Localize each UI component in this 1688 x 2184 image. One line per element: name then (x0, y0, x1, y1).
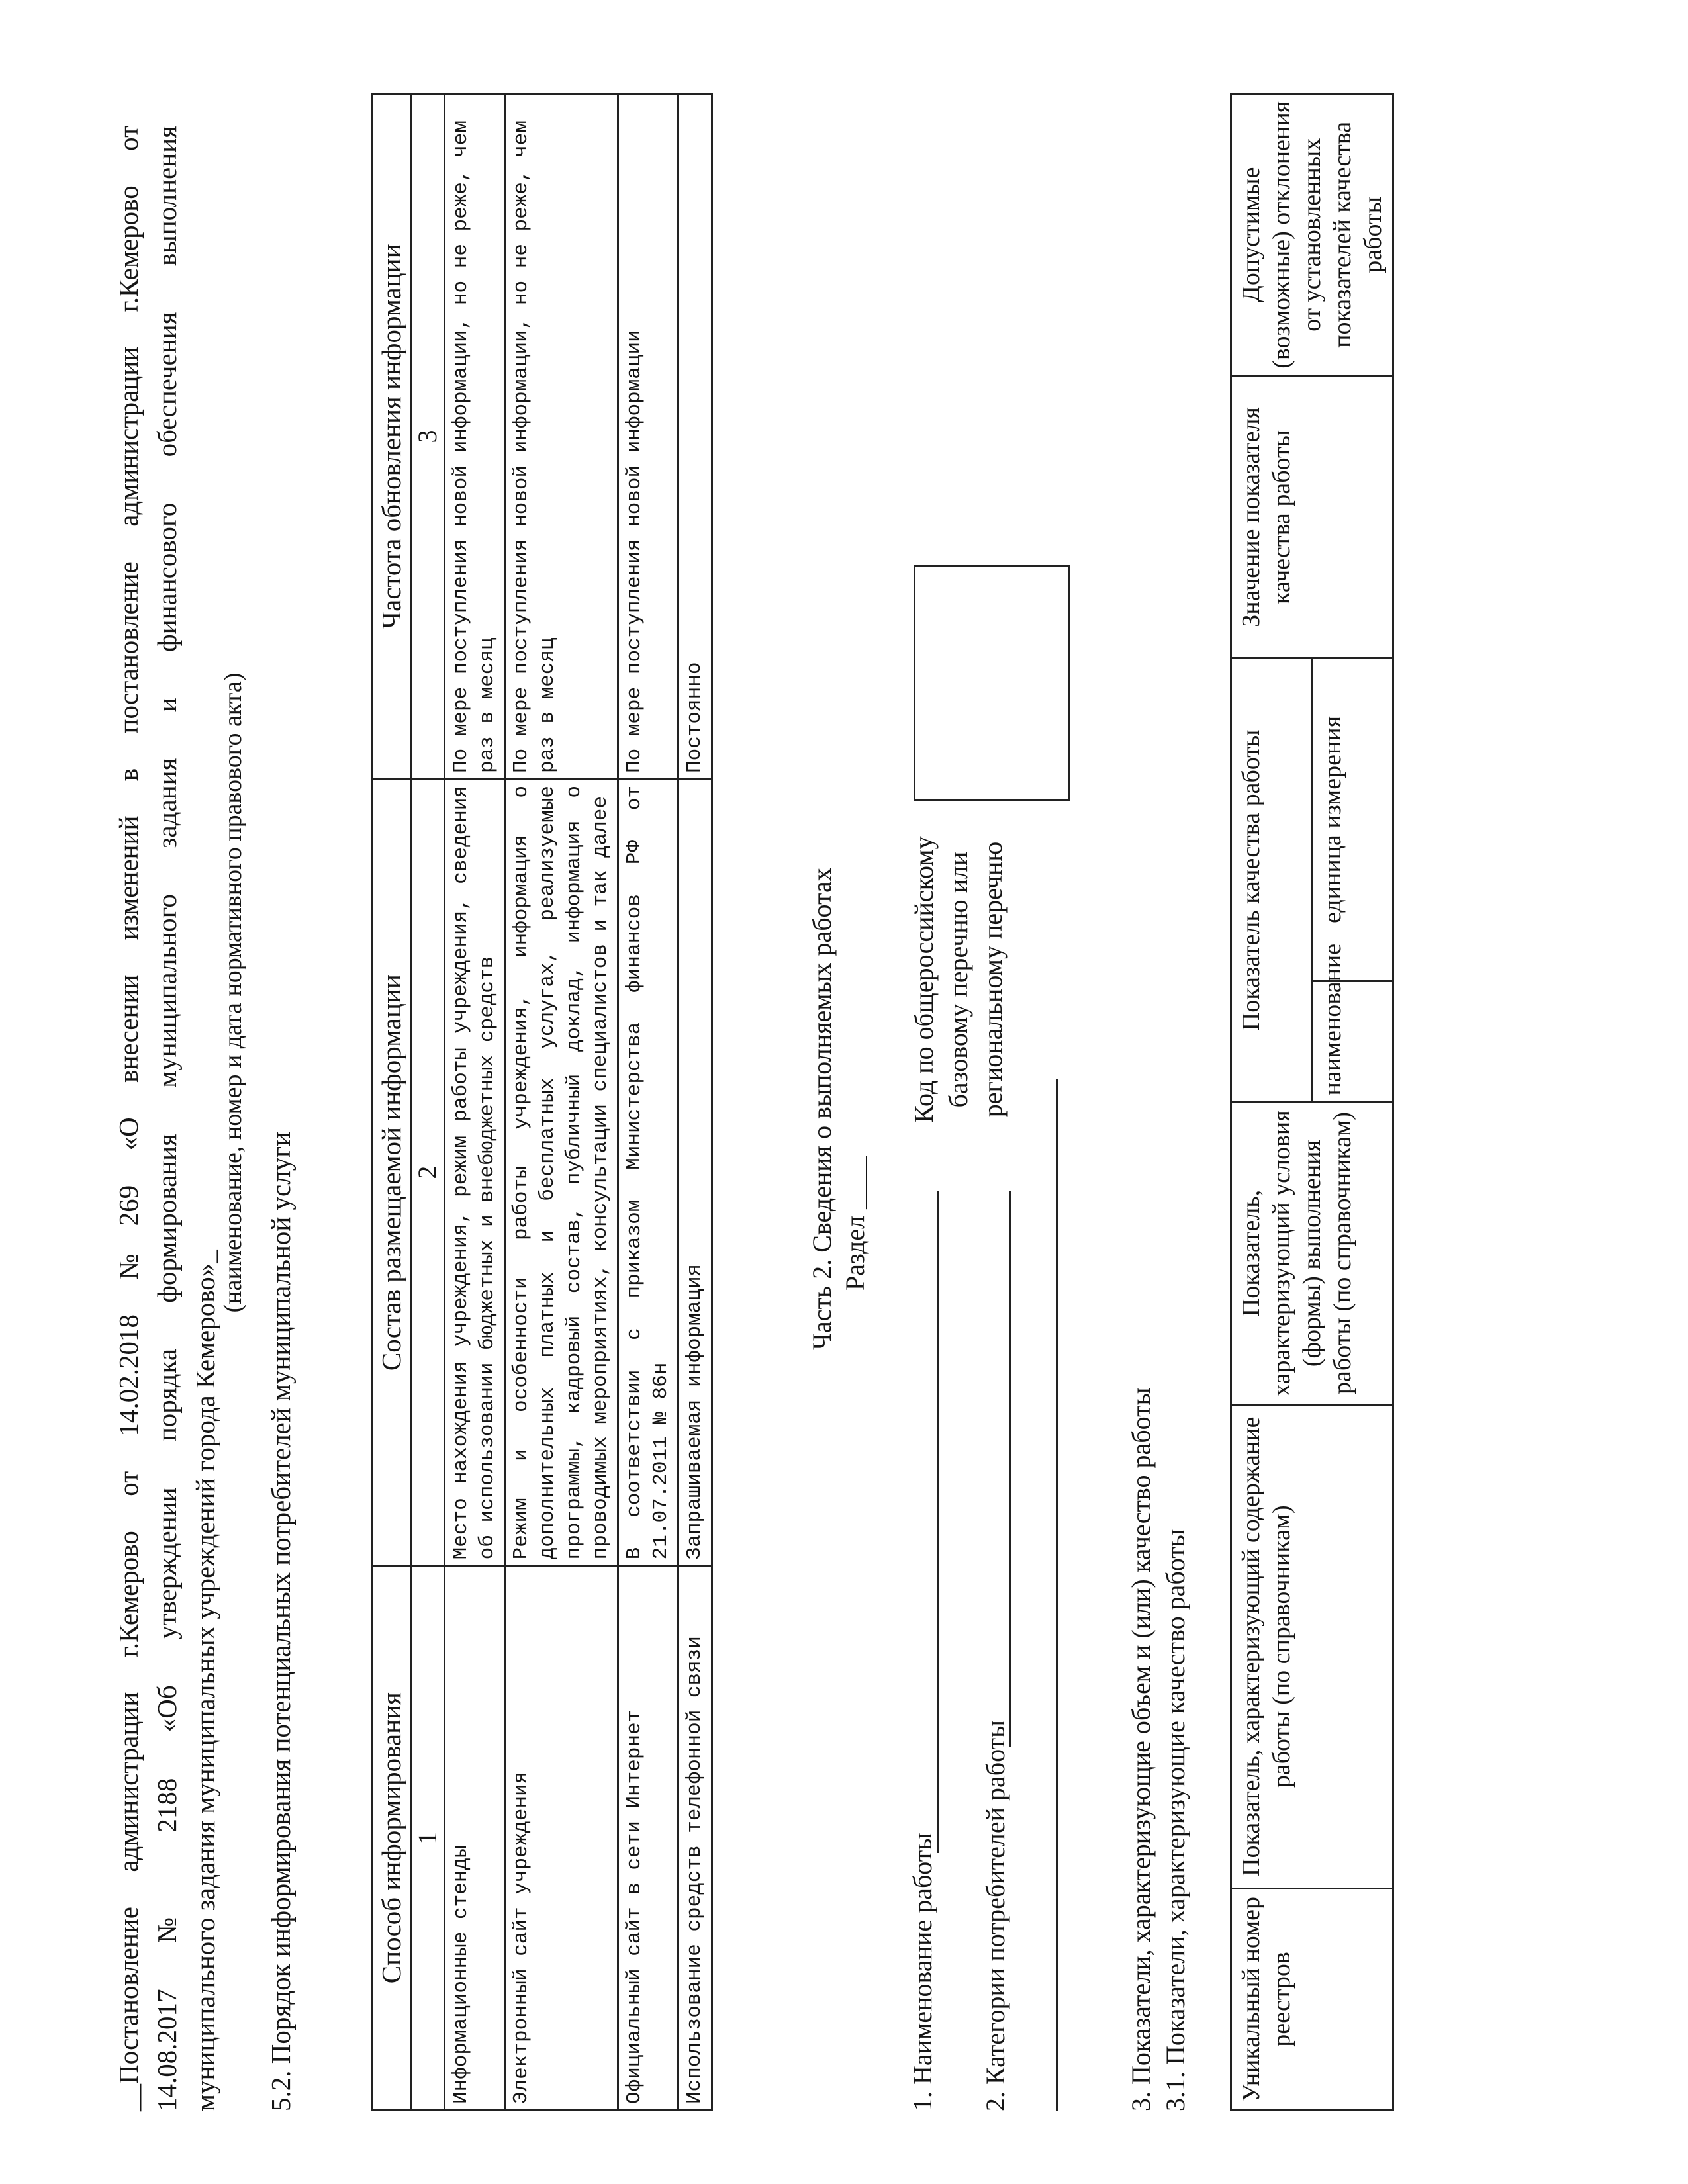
header-decree-text (109, 126, 224, 2111)
header-deviation: Допустимые (возможные) отклонения от установленных показателей качества работы (1231, 94, 1393, 377)
cell-frequency: По мере поступления новой информации (618, 94, 679, 780)
section-heading: 5.2. Порядок информирования потенциальных потребителей муниципальной услуги (265, 1132, 296, 2111)
quality-indicators-table (1230, 93, 1394, 2111)
table-row (505, 94, 618, 2111)
header-line-1: __Постановление администрации г.Кемерово от 14.02.2018 №269 «О внесении изменений в постановление администрации г.Кемерово от (113, 126, 144, 2111)
code-box[interactable] (914, 565, 1070, 801)
cell-method: Электронный сайт учреждения (505, 1566, 618, 2111)
cell-frequency: Постоянно (679, 94, 712, 780)
header-content: Состав размещаемой информации (372, 779, 411, 1565)
cell-frequency: По мере поступления новой информации, но не реже, чем раз в месяц (505, 94, 618, 780)
header-quality-indicator: Показатель качества работы (1231, 659, 1313, 1102)
part2-title: Часть 2. Сведения о выполняемых работах (807, 868, 837, 1350)
header-method: Способ информирования (372, 1566, 411, 2111)
header-conditions-indicator: Показатель, характеризующий условия (формы) выполнения работы (по справочникам) (1231, 1102, 1393, 1404)
cell-content: В соответствии с приказом Министерства финансов РФ от 21.07.2011 № 86н (618, 779, 679, 1565)
table-row (618, 94, 679, 2111)
indicators-title: 3. Показатели, характеризующие объем и (или) качество работы (1126, 1387, 1156, 2111)
column-number: 1 (411, 1566, 445, 2111)
header-name: наименование (1312, 981, 1393, 1102)
cell-method: Использование средств телефонной связи (679, 1566, 712, 2111)
table-row (445, 94, 505, 2111)
header-frequency: Частота обновления информации (372, 94, 411, 780)
cell-content: Запрашиваемая информация (679, 779, 712, 1565)
header-value: Значение показателя качества работы (1231, 376, 1393, 659)
cell-frequency: По мере поступления новой информации, но не реже, чем раз в месяц (445, 94, 505, 780)
categories-fill-line[interactable] (1009, 1191, 1011, 1747)
cell-method: Официальный сайт в сети Интернет (618, 1566, 679, 2111)
cell-content: Место нахождения учреждения, режим работы учреждения, сведения об использовании бюджетных и внебюджетных средств (445, 779, 505, 1565)
header-subtitle: (наименование, номер и дата нормативного правового акта) (219, 672, 247, 1313)
header-content-indicator: Показатель, характеризующий содержание работы (по справочникам) (1231, 1404, 1393, 1888)
section-number-label: Раздел ____ (840, 1156, 870, 1291)
cell-method: Информационные стенды (445, 1566, 505, 2111)
blank-fill-line[interactable] (1056, 1079, 1058, 2111)
table-row (679, 94, 712, 2111)
quality-title: 3.1. Показатели, характеризующие качество работы (1160, 1529, 1190, 2111)
header-line-3: муниципального задания муниципальных учреждений города Кемерово»_ (190, 1250, 220, 2111)
categories-label: 2. Категории потребителей работы (980, 1720, 1010, 2111)
header-unique-number: Уникальный номер реестров (1231, 1888, 1393, 2110)
header-unit: единица измерения (1312, 659, 1393, 981)
work-name-label: 1. Наименование работы (908, 1832, 937, 2111)
header-line-2: 14.08.2017 № 2188 «Об утверждении порядка формирования муниципального задания и финансового обеспечения выполнения (152, 126, 182, 2111)
informing-table (371, 93, 713, 2111)
cell-content: Режим и особенности работы учреждения, информация о дополнительных платных и бесплатных услугах, реализуемые программы, кадровый состав, публичный доклад, информация о проводимых мероприятиях, консультации специалистов и так далее (505, 779, 618, 1565)
column-number: 3 (411, 94, 445, 780)
column-number: 2 (411, 779, 445, 1565)
code-label: Код по общероссийскому базовому перечню или региональному перечню (909, 836, 1008, 1123)
work-name-fill-line[interactable] (937, 1191, 939, 1853)
